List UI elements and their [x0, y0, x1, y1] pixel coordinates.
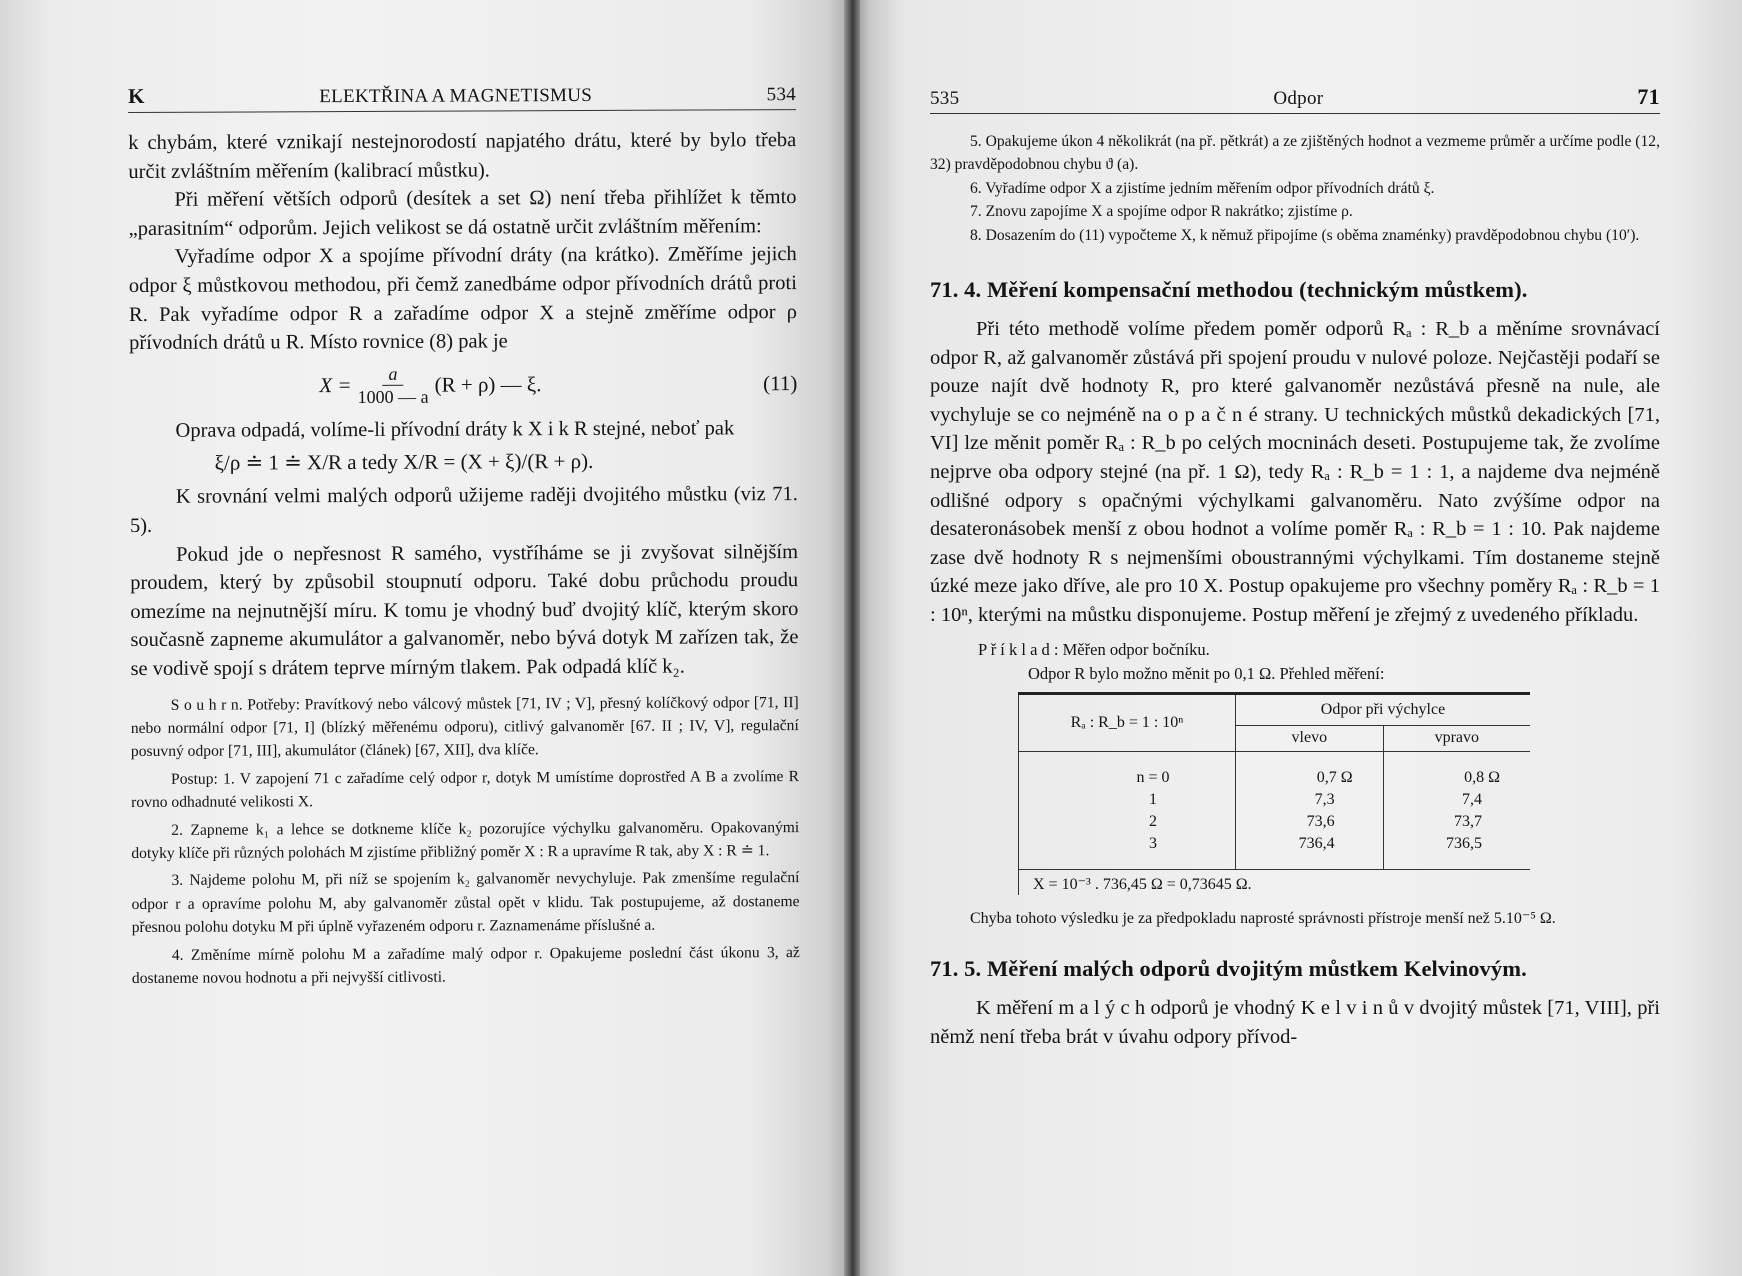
fraction-numerator: a: [382, 363, 403, 386]
paragraph: Vyřadíme odpor X a spojíme přívodní dráty (na krátko). Změříme jejich odpor ξ můstkovou methodou, při čemž zanedbáme odpor přívodních drátů proti R. Pak vyřadíme odpor R a zařadíme odpor X a stejně změříme odpor ρ přívodních drátů u R. Místo rovnice (8) pak je: [128, 243, 798, 355]
paragraph: K srovnání velmi malých odporů užijeme raději dvojitého můstku (viz 71. 5).: [129, 483, 798, 537]
formula-lhs: X =: [319, 373, 352, 398]
right-running-head: [930, 84, 1660, 114]
measurement-table: [1018, 692, 1530, 896]
paragraph: Oprava odpadá, volíme-li přívodní dráty k X i k R stejné, neboť pak: [175, 417, 735, 442]
error-note-block: [930, 907, 1660, 930]
right-value-cell: 0,8 Ω: [1383, 767, 1530, 789]
procedure-step: 7. Znovu zapojíme X a spojíme odpor R nakrátko; zjistíme ρ.: [970, 203, 1353, 221]
equation-number: (11): [763, 371, 798, 396]
left-value-cell: 0,7 Ω: [1236, 767, 1384, 789]
right-value-cell: 736,5: [1383, 833, 1530, 855]
paragraph: k chybám, které vznikají nestejnorodostí napjatého drátu, které by bylo třeba určit zvláštním měřením (kalibrací můstku).: [128, 129, 797, 183]
table-row: [1019, 833, 1531, 855]
running-title: ELEKTŘINA A MAGNETISMUS: [319, 84, 593, 108]
paragraph: Pokud jde o nepřesnost R samého, vystříháme se ji zvyšovat silnějším proudem, který by způsobil stoupnutí odporu. Také dobu průchodu proudu omezíme na nejnutnější míru. K tomu je vhodný buď dvojitý klíč, kterým skoro současně zapneme akumulátor a galvanoměr, nebo bývá dotyk M zařízen tak, že se vodivě spojí s drátem teprve mírným tlakem. Pak odpadá klíč k₂.: [130, 540, 799, 680]
procedure-step: 3. Najdeme polohu M, při níž se spojením k₂ galvanoměr nevychyluje. Pak zmenšíme regulační odpor r a opravíme polohu M, aby galvanoměr zůstal opět v klidu. Tak postupujeme, až dostaneme přesnou polohu dotyku M při úplně vyřazeném odporu r. Zaznamenáme příslušné a.: [131, 869, 800, 937]
paragraph: Při měření větších odporů (desítek a set Ω) není třeba přihlížet k těmto „parasitním“ odporům. Jejich velikost se dá ostatně určit zvláštním měřením:: [128, 186, 797, 240]
table-row: [1019, 767, 1531, 789]
table-row: [1019, 789, 1531, 811]
left-page-column: [128, 81, 800, 990]
left-value-cell: 7,3: [1236, 789, 1384, 811]
page-number: 535: [930, 88, 960, 109]
section-71-4-text: [930, 315, 1660, 630]
right-value-cell: 73,7: [1383, 811, 1530, 833]
n-cell: 2: [1019, 811, 1236, 833]
section-tag: K: [128, 83, 145, 108]
left-page: [0, 0, 852, 1276]
n-cell: n = 0: [1019, 767, 1236, 789]
n-cell: 3: [1019, 833, 1236, 855]
fraction-denominator: 1000 — a: [357, 386, 429, 407]
group-header: Odpor při výchylce: [1236, 693, 1531, 725]
right-page-column: [930, 84, 1660, 1052]
right-procedure: [930, 130, 1660, 247]
procedure-step: Postup: 1. V zapojení 71 c zařadíme celý odpor r, dotyk M umístíme doprostřed A B a zvolíme R rovno odhadnuté velikosti X.: [131, 767, 800, 812]
table-result: X = 10⁻³ . 736,45 Ω = 0,73645 Ω.: [1018, 869, 1530, 895]
left-summary: [131, 691, 800, 991]
formula-ratio: ξ/ρ ≐ 1 ≐ X/R a tedy X/R = (X + ξ)/(R + ρ).: [214, 449, 594, 475]
left-value-cell: 73,6: [1236, 811, 1384, 833]
section-71-5-text: [930, 994, 1660, 1051]
left-value-cell: 736,4: [1236, 833, 1384, 855]
procedure-step: 2. Zapneme k₁ a lehce se dotkneme klíče k₂ pozorujíce výchylku galvanoměru. Opakovanými dotyky klíče při různých polohách M zjistíme přibližný poměr X : R a upravíme R tak, aby X : R ≐ 1.: [131, 818, 800, 862]
ratio-header: Rₐ : R_b = 1 : 10ⁿ: [1019, 693, 1236, 751]
col-left-header: vlevo: [1236, 725, 1384, 751]
paragraph: K měření m a l ý c h odporů je vhodný K e l v i n ů v dvojitý můstek [71, VIII], při němž není třeba brát v úvahu odpory přívod-: [930, 997, 1660, 1049]
formula-expression: [129, 362, 541, 409]
error-note: Chyba tohoto výsledku je za předpokladu naprosté správnosti přístroje menší než 5.10⁻⁵ Ω.: [970, 910, 1556, 928]
right-page: [852, 0, 1742, 1276]
formula-fraction: [357, 362, 428, 407]
book-gutter: [844, 0, 860, 1276]
page-number: 534: [766, 84, 797, 106]
example-subtitle: Odpor R bylo možno měnit po 0,1 Ω. Přehled měření:: [1028, 663, 1385, 683]
left-body-text: [128, 126, 798, 683]
section-heading-71-4: 71. 4. Měření kompensační methodou (technickým můstkem).: [930, 277, 1528, 303]
running-title: Odpor: [1273, 88, 1324, 109]
table-row: [1019, 811, 1531, 833]
example-title: Měřen odpor bočníku.: [1062, 639, 1210, 659]
procedure-step: 8. Dosazením do (11) vypočteme X, k němuž připojíme (s oběma znaménky) pravděpodobnou chybu (10′).: [970, 226, 1640, 244]
section-heading-71-5: 71. 5. Měření malých odporů dvojitým můstkem Kelvinovým.: [930, 956, 1527, 982]
measurement-table-grid: [1018, 692, 1530, 870]
procedure-step: 4. Změníme mírně polohu M a zařadíme malý odpor r. Opakujeme poslední část úkonu 3, až dostaneme novou hodnotu a při nejvyšší citlivosti.: [131, 943, 800, 987]
procedure-step: 6. Vyřadíme odpor X a zjistíme jedním měřením odpor přívodních drátů ξ.: [970, 179, 1435, 197]
example-label: P ř í k l a d :: [978, 639, 1059, 659]
n-cell: 1: [1019, 789, 1236, 811]
summary-paragraph: S o u h r n. Potřeby: Pravítkový nebo válcový můstek [71, IV ; V], přesný kolíčkový odpor [71, II] nebo normální odpor [71, I] (blízký měřenému odporu), citlivý galvanoměr [67. II ; IV, V], regulační posuvný odpor [71, III], akumulátor (článek) [67, XII], dva klíče.: [130, 693, 799, 761]
example-caption: [930, 638, 1660, 662]
procedure-step: 5. Opakujeme úkon 4 několikrát (na př. pětkrát) a ze zjištěných hodnot a vezmeme průměr a určíme podle (12, 32) pravděpodobnou chybu ϑ (a).: [930, 133, 1660, 174]
right-value-cell: 7,4: [1383, 789, 1530, 811]
formula-11: [129, 361, 797, 409]
paragraph: Při této methodě volíme předem poměr odporů Rₐ : R_b a měníme srovnávací odpor R, až galvanoměr zůstává při spojení proudu v nulové poloze. Nejčastěji podaří se pouze najít dvě hodnoty R, pro které galvanoměr nezůstává přesně na nule, ale vychyluje se co nejméně na o p a č n é strany. U technických můstků dekadických [71, VI] lze měnit poměr Rₐ : R_b po celých mocninách deseti. Postupujeme tak, že zvolíme nejprve oba odpory stejné (na př. 1 Ω), tedy Rₐ : R_b = 1 : 1, a najdeme dva nejméně odlišné odpory s opačnými výchylkami galvanoměru. Nato zvýšíme odpor na desateronásobek menší z obou hodnot a volíme poměr Rₐ : R_b = 1 : 10. Pak najdeme zase dvě hodnoty R s nejmenšími oboustrannými výchylkami. Tím dostaneme stejně úzké meze jako dříve, ale pro 10 X. Postup opakujeme pro všechny poměry Rₐ : R_b = 1 : 10ⁿ, kterými na můstku disponujeme. Postup měření je zřejmý z uvedeného příkladu.: [930, 318, 1660, 626]
section-number: 71: [1637, 84, 1660, 109]
left-running-head: [128, 81, 796, 113]
col-right-header: vpravo: [1383, 725, 1530, 751]
formula-rhs: (R + ρ) — ξ.: [434, 372, 542, 397]
